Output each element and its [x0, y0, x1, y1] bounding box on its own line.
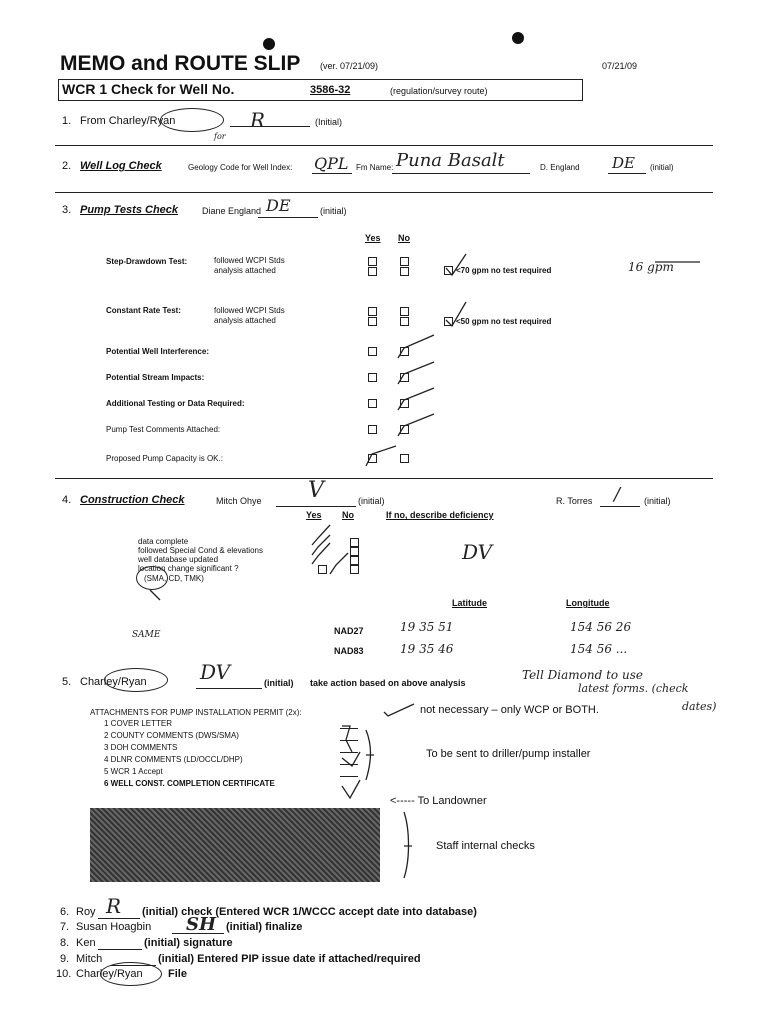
- s4-mitch-init: V: [308, 478, 324, 503]
- step-label: Step-Drawdown Test:: [106, 257, 188, 266]
- s4-lat: Latitude: [452, 598, 487, 608]
- wcr-label: WCR 1 Check for Well No.: [62, 81, 235, 97]
- l7-name: Susan Hoagbin: [76, 921, 152, 933]
- s4-no: No: [342, 510, 354, 520]
- s4-yes: Yes: [306, 510, 322, 520]
- l8-text: (initial) signature: [144, 937, 233, 949]
- s5-attach-title: ATTACHMENTS FOR PUMP INSTALLATION PERMIT (2x):: [90, 708, 302, 717]
- s3-hw-init: DE: [266, 196, 291, 215]
- s5-initial: (initial): [264, 678, 294, 688]
- s5-line: [340, 728, 358, 729]
- l8-line: [98, 949, 142, 950]
- s5-num: 5.: [62, 676, 72, 688]
- s4-i4: location change significant ?: [138, 564, 239, 573]
- s4-nad83: NAD83: [334, 646, 364, 656]
- s5-not-necessary: not necessary – only WCP or BOTH.: [420, 704, 599, 716]
- s5-line: [340, 740, 358, 741]
- s5-to-driller: To be sent to driller/pump installer: [426, 748, 591, 760]
- r1: Potential Well Interference:: [106, 347, 209, 356]
- s4-hw-same: SAME: [132, 630, 161, 640]
- s1-num: 1.: [62, 115, 72, 127]
- s5-line: [340, 752, 358, 753]
- s4-mitch: Mitch Ohye: [216, 496, 262, 506]
- l7-num: 7.: [60, 921, 70, 933]
- l6-text: (initial) check (Entered WCR 1/WCCC accept date into database): [142, 906, 477, 918]
- s3-title: Pump Tests Check: [80, 204, 179, 216]
- const-a: followed WCPI Stds: [214, 306, 285, 315]
- s4-lat83: 19 35 46: [400, 642, 454, 656]
- s3-yes-head: Yes: [365, 233, 381, 243]
- const-label: Constant Rate Test:: [106, 306, 181, 315]
- l7-hw: SH: [186, 914, 217, 935]
- l10-name: Charley/Ryan: [76, 968, 143, 980]
- s2-num: 2.: [62, 160, 72, 172]
- l9-name: Mitch: [76, 953, 103, 965]
- l6-name: Roy: [76, 906, 96, 918]
- l6-line: [98, 918, 140, 919]
- l7-text: (initial) finalize: [226, 921, 303, 933]
- well-number: 3586-32: [310, 84, 351, 96]
- s2-initial: (initial): [650, 163, 674, 172]
- s5-line: [340, 776, 358, 777]
- s2-engl-label: D. England: [540, 163, 580, 172]
- l6-num: 6.: [60, 906, 70, 918]
- s5-hw-note1: Tell Diamond to use: [522, 668, 643, 682]
- s5-a6: 6 WELL CONST. COMPLETION CERTIFICATE: [104, 779, 275, 788]
- l10-num: 10.: [56, 968, 72, 980]
- s3-engl: Diane England: [202, 206, 262, 216]
- s5-hw-note2: latest forms. (check: [578, 682, 689, 695]
- s5-action: take action based on above analysis: [310, 678, 466, 688]
- memo-title: MEMO and ROUTE SLIP: [60, 52, 301, 75]
- r5: Proposed Pump Capacity is OK.:: [106, 454, 223, 463]
- s4-torres-init: /: [614, 484, 621, 505]
- s4-hw-dv: DV: [462, 540, 493, 564]
- s3-no-head: No: [398, 233, 410, 243]
- s1-from: From Charley/Ryan: [80, 115, 176, 127]
- s4-nad27: NAD27: [334, 626, 364, 636]
- s5-to-landowner: <----- To Landowner: [390, 795, 487, 807]
- s2-fm-name: Puna Basalt: [396, 150, 505, 171]
- s4-i3: well database updated: [138, 555, 219, 564]
- s2-engl-init: DE: [612, 154, 635, 172]
- r2: Potential Stream Impacts:: [106, 373, 205, 382]
- s4-lon: Longitude: [566, 598, 610, 608]
- step-b: analysis attached: [214, 266, 276, 275]
- r3: Additional Testing or Data Required:: [106, 399, 245, 408]
- const-note: <50 gpm no test required: [456, 317, 552, 326]
- s4-title: Construction Check: [80, 494, 185, 506]
- r4: Pump Test Comments Attached:: [106, 425, 221, 434]
- redacted-block: [90, 808, 380, 882]
- s2-geo-label: Geology Code for Well Index:: [188, 163, 293, 172]
- l10-text: File: [168, 968, 187, 980]
- l8-name: Ken: [76, 937, 96, 949]
- s5-a2: 2 COUNTY COMMENTS (DWS/SMA): [104, 731, 239, 740]
- s4-lon83: 154 56 ...: [570, 642, 628, 656]
- s5-hw-note3: dates): [682, 700, 717, 713]
- l9-num: 9.: [60, 953, 70, 965]
- step-note: <70 gpm no test required: [456, 266, 552, 275]
- s3-num: 3.: [62, 204, 72, 216]
- s4-i2: followed Special Cond & elevations: [138, 546, 263, 555]
- s1-hw-initial: R: [250, 108, 266, 132]
- s3-initial: (initial): [320, 206, 347, 216]
- s2-fm-label: Fm Name:: [356, 163, 394, 172]
- s4-i5: (SMA, CD, TMK): [144, 574, 204, 583]
- s5-a5: 5 WCR 1 Accept: [104, 767, 163, 776]
- s5-name: Charley/Ryan: [80, 676, 147, 688]
- s4-lat27: 19 35 51: [400, 620, 454, 634]
- s4-num: 4.: [62, 494, 72, 506]
- s5-a1: 1 COVER LETTER: [104, 719, 173, 728]
- l6-hw: R: [106, 894, 122, 918]
- s4-torres: R. Torres: [556, 496, 593, 506]
- s4-lon27: 154 56 26: [570, 620, 632, 634]
- l8-num: 8.: [60, 937, 70, 949]
- s1-initial-label: (Initial): [315, 117, 343, 127]
- s4-initial2: (initial): [644, 496, 671, 506]
- s5-a4: 4 DLNR COMMENTS (LD/OCCL/DHP): [104, 755, 243, 764]
- memo-date: 07/21/09: [602, 61, 638, 71]
- step-a: followed WCPI Stds: [214, 256, 285, 265]
- memo-version: (ver. 07/21/09): [320, 61, 379, 71]
- s2-geo-code: QPL: [314, 154, 349, 173]
- l9-text: (initial) Entered PIP issue date if attached/required: [158, 953, 421, 965]
- l10-circle: [100, 962, 162, 986]
- s5-line: [340, 764, 358, 765]
- step-hw: 16 gpm: [628, 260, 674, 274]
- route-note: (regulation/survey route): [390, 86, 488, 96]
- s1-hw-for: for: [214, 132, 226, 141]
- s2-title: Well Log Check: [80, 160, 162, 172]
- const-b: analysis attached: [214, 316, 276, 325]
- s5-hw-init: DV: [200, 660, 231, 684]
- s4-deficiency: If no, describe deficiency: [386, 510, 494, 520]
- s5-a3: 3 DOH COMMENTS: [104, 743, 178, 752]
- s4-initial: (initial): [358, 496, 385, 506]
- s4-i1: data complete: [138, 537, 189, 546]
- s5-staff: Staff internal checks: [436, 840, 535, 852]
